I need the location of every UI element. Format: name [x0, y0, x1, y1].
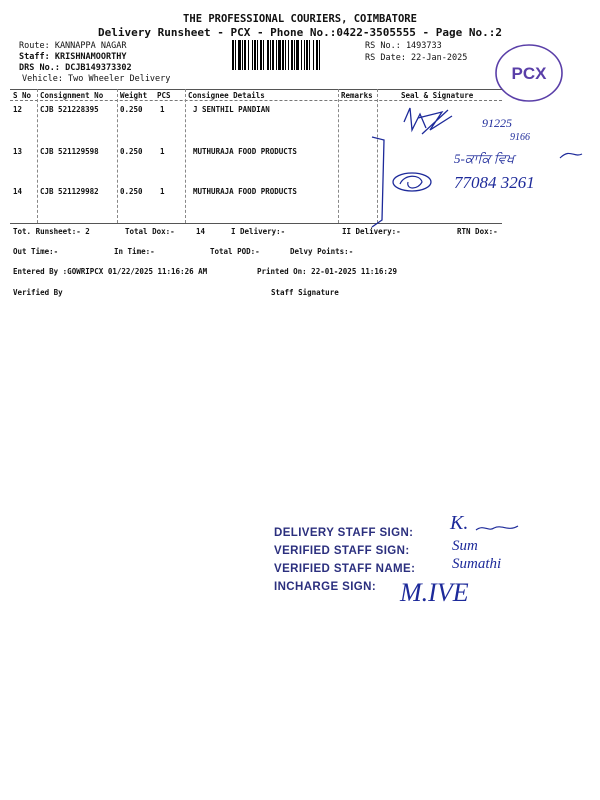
out-time: Out Time:- — [13, 247, 59, 256]
staff-label: Staff: — [19, 52, 50, 62]
drs-number: DCJB149373302 — [65, 63, 132, 73]
drs-label: DRS No.: — [19, 63, 60, 73]
total-dox-label: Total Dox:- — [125, 227, 175, 236]
handwritten-signatures — [360, 100, 600, 230]
col-consignment: Consignment No — [40, 91, 104, 100]
rtn-dox: RTN Dox:- — [457, 227, 498, 236]
row-pcs: 1 — [160, 105, 165, 114]
incharge-sign-label: INCHARGE SIGN: — [274, 581, 377, 593]
in-time: In Time:- — [114, 247, 155, 256]
hand-note-3: 5-ਕਾਕਿ ਵਿਖ — [454, 151, 515, 166]
staff-line — [19, 52, 127, 62]
hand-note-1: 91225 — [482, 116, 512, 130]
incharge-signature: M.IVE — [400, 578, 469, 607]
row-consignment-no: CJB 521129598 — [40, 147, 99, 156]
col-remarks: Remarks — [341, 91, 373, 100]
staff-signature: Staff Signature — [271, 288, 339, 297]
rs-number: RS No.: 1493733 — [365, 41, 442, 51]
delivery-staff-signature: K. — [450, 512, 469, 534]
vehicle: Vehicle: Two Wheeler Delivery — [22, 74, 171, 84]
row-weight: 0.250 — [120, 147, 143, 156]
ii-delivery: II Delivery:- — [342, 227, 401, 236]
row-pcs: 1 — [160, 147, 165, 156]
verified-staff-sign-label: VERIFIED STAFF SIGN: — [274, 545, 410, 557]
entered-by: Entered By :GOWRIPCX 01/22/2025 11:16:26 AM — [13, 267, 208, 276]
col-weight: Weight — [120, 91, 148, 100]
row-consignee: J SENTHIL PANDIAN — [193, 105, 270, 114]
row-weight: 0.250 — [120, 105, 143, 114]
row-sno: 14 — [13, 187, 23, 196]
hand-note-2: 9166 — [510, 132, 530, 143]
delivery-staff-sign-label: DELIVERY STAFF SIGN: — [274, 527, 414, 539]
hand-note-4: 77084 3261 — [454, 173, 535, 192]
drs-line — [19, 63, 132, 73]
delivery-signature-tail — [474, 518, 534, 538]
verified-staff-signature: Sum — [452, 538, 478, 554]
row-consignment-no: CJB 521228395 — [40, 105, 99, 114]
row-pcs: 1 — [160, 187, 165, 196]
delvy-points: Delvy Points:- — [290, 247, 354, 256]
runsheet-subtitle: Delivery Runsheet - PCX - Phone No.:0422-3505555 - Page No.:2 — [98, 26, 502, 39]
row-sno: 12 — [13, 105, 23, 114]
row-weight: 0.250 — [120, 187, 143, 196]
col-pcs: PCS — [157, 91, 171, 100]
barcode — [232, 40, 358, 70]
row-sno: 13 — [13, 147, 23, 156]
verified-by: Verified By — [13, 288, 63, 297]
company-title: THE PROFESSIONAL COURIERS, COIMBATORE — [183, 13, 417, 25]
verified-staff-name-label: VERIFIED STAFF NAME: — [274, 563, 416, 575]
staff-name: KRISHNAMOORTHY — [54, 52, 127, 62]
pcx-stamp — [492, 42, 566, 104]
pcx-stamp-text: PCX — [511, 64, 547, 83]
printed-on: Printed On: 22-01-2025 11:16:29 — [257, 267, 397, 276]
tot-runsheet: Tot. Runsheet:- 2 — [13, 227, 90, 236]
total-pod: Total POD:- — [210, 247, 260, 256]
route: Route: KANNAPPA NAGAR — [19, 41, 127, 51]
total-dox-value: 14 — [196, 227, 206, 236]
rs-date: RS Date: 22-Jan-2025 — [365, 53, 468, 63]
i-delivery: I Delivery:- — [231, 227, 286, 236]
col-seal-signature: Seal & Signature — [401, 91, 474, 100]
col-consignee: Consignee Details — [188, 91, 265, 100]
row-consignee: MUTHURAJA FOOD PRODUCTS — [193, 187, 297, 196]
verified-staff-name: Sumathi — [452, 556, 502, 572]
row-consignee: MUTHURAJA FOOD PRODUCTS — [193, 147, 297, 156]
row-consignment-no: CJB 521129982 — [40, 187, 99, 196]
col-sno: S No — [13, 91, 32, 100]
